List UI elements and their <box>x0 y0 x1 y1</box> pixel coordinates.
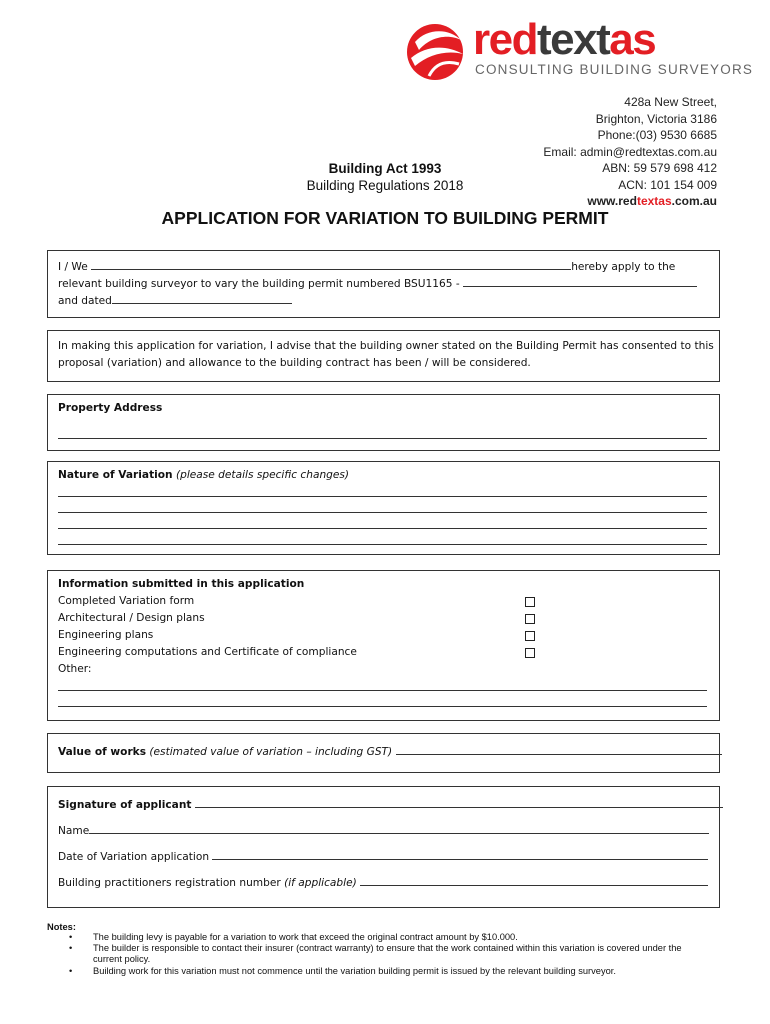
nature-of-variation-section <box>47 461 720 555</box>
permit-number-field[interactable] <box>463 275 697 287</box>
applicant-section <box>47 250 720 318</box>
info-item-computations: Engineering computations and Certificate of compliance <box>58 646 357 658</box>
hereby-label: hereby apply to the <box>571 261 676 273</box>
logo-wordmark: redtextas <box>473 15 656 64</box>
info-item-design-plans: Architectural / Design plans <box>58 612 205 624</box>
signature-field[interactable] <box>195 796 723 808</box>
name-label: Name <box>58 825 90 837</box>
registration-label: Building practitioners registration number <box>58 877 281 889</box>
notes-section <box>47 922 707 977</box>
signature-section <box>47 786 720 908</box>
note-item: • The building levy is payable for a variation to work that exceed the original contract amount by $10.000. <box>69 932 518 942</box>
value-of-works-hint: (estimated value of variation – including GST) <box>149 746 393 758</box>
address-line-2: Brighton, Victoria 3186 <box>595 111 717 126</box>
phone: Phone:(03) 9530 6685 <box>597 128 717 142</box>
email: Email: admin@redtextas.com.au <box>543 144 717 159</box>
note-item: • The builder is responsible to contact their insurer (contract warranty) to ensure that the work contained within this variation is covered under the current policy. <box>69 943 682 964</box>
iwe-label: I / We <box>58 261 88 273</box>
bullet-icon: • <box>69 932 73 942</box>
checkbox-variation-form[interactable] <box>525 597 535 607</box>
other-line-2[interactable] <box>58 706 707 707</box>
value-of-works-section <box>47 733 720 773</box>
checkbox-design-plans[interactable] <box>525 614 535 624</box>
address-line-1: 428a New Street, <box>624 95 717 109</box>
variation-line-4[interactable] <box>58 544 707 545</box>
value-of-works-field[interactable] <box>396 743 722 755</box>
name-field[interactable] <box>89 822 709 834</box>
acn: ACN: 101 154 009 <box>618 177 717 192</box>
variation-line-2[interactable] <box>58 512 707 513</box>
checkbox-engineering-plans[interactable] <box>525 631 535 641</box>
info-item-variation-form: Completed Variation form <box>58 595 195 607</box>
date-field[interactable] <box>212 848 708 860</box>
nature-of-variation-hint: (please details specific changes) <box>175 469 350 481</box>
building-act: Building Act 1993 <box>328 161 442 176</box>
note-item: • Building work for this variation must not commence until the variation building permit is issued by the relevant building surveyor. <box>69 966 616 976</box>
applicant-name-field[interactable] <box>91 258 571 270</box>
building-regulations: Building Regulations 2018 <box>306 178 464 193</box>
property-address-section <box>47 394 720 451</box>
contact-details <box>543 94 717 210</box>
signature-label: Signature of applicant <box>58 799 192 811</box>
notes-heading: Notes: <box>47 922 76 932</box>
bullet-icon: • <box>69 966 73 976</box>
information-submitted-section <box>47 570 720 721</box>
dated-field[interactable] <box>112 292 292 304</box>
company-logo <box>405 15 754 82</box>
notes-list <box>47 932 707 977</box>
nature-of-variation-label: Nature of Variation <box>58 469 173 481</box>
consent-section <box>47 330 720 382</box>
checkbox-computations[interactable] <box>525 648 535 658</box>
page-title: APPLICATION FOR VARIATION TO BUILDING PERMIT <box>161 208 609 228</box>
variation-line-3[interactable] <box>58 528 707 529</box>
abn: ABN: 59 579 698 412 <box>602 161 717 175</box>
legislation-block <box>290 160 480 194</box>
consent-text-1: In making this application for variation, I advise that the building owner stated on the Building Permit has consented to this <box>58 340 714 352</box>
value-of-works-label: Value of works <box>58 746 147 758</box>
registration-hint: (if applicable) <box>284 877 357 889</box>
property-address-field[interactable] <box>58 438 707 439</box>
dated-label: and dated <box>58 295 112 307</box>
info-heading: Information submitted in this application <box>58 578 305 590</box>
variation-line-1[interactable] <box>58 496 707 497</box>
bullet-icon: • <box>69 943 73 953</box>
other-label: Other: <box>58 663 92 675</box>
consent-text-2: proposal (variation) and allowance to the building contract has been / will be considered. <box>58 357 531 369</box>
website-link[interactable]: www.redtextas.com.au <box>587 194 717 208</box>
logo-tagline: CONSULTING BUILDING SURVEYORS <box>475 62 754 77</box>
other-line-1[interactable] <box>58 690 707 691</box>
property-address-label: Property Address <box>58 402 163 414</box>
permit-number-label: relevant building surveyor to vary the building permit numbered BSU1165 - <box>58 278 460 290</box>
info-item-engineering-plans: Engineering plans <box>58 629 154 641</box>
date-label: Date of Variation application <box>58 851 210 863</box>
logo-mark-icon <box>405 20 471 82</box>
registration-field[interactable] <box>360 874 708 886</box>
